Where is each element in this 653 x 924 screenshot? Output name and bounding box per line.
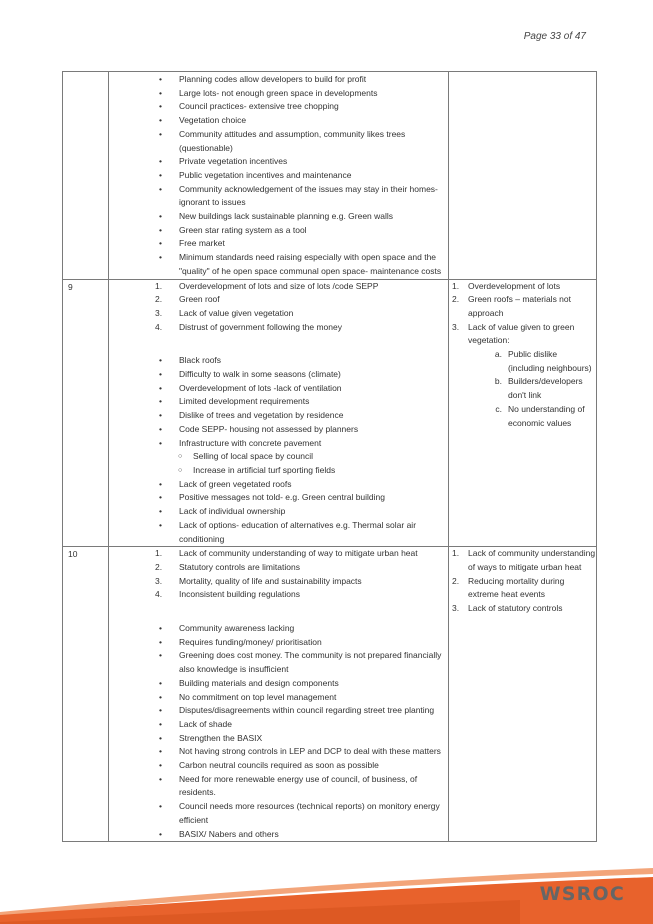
bullet-icon: • xyxy=(159,87,162,98)
list-item-text: Disputes/disagreements within council regarding street tree planting xyxy=(179,705,435,716)
priority-item xyxy=(449,547,596,574)
bullet-icon: • xyxy=(159,677,162,688)
bullet-icon: • xyxy=(159,224,162,235)
list-item-text: BASIX/ Nabers and others xyxy=(179,828,279,839)
list-item-text: Infrastructure with concrete pavement xyxy=(179,437,322,448)
bullet-icon: • xyxy=(159,760,162,771)
table-row xyxy=(63,279,597,547)
bullet-icon: • xyxy=(159,128,162,139)
list-number: 1. xyxy=(155,548,163,559)
list-spacer xyxy=(109,602,448,622)
list-item-text: Positive messages not told- e.g. Green central building xyxy=(179,492,386,503)
wsroc-logo: WSROC xyxy=(539,883,625,905)
list-item xyxy=(109,547,448,561)
list-item-text: Vegetation choice xyxy=(179,115,247,126)
bullet-icon: • xyxy=(159,355,162,366)
list-number: 3. xyxy=(155,575,163,586)
list-item xyxy=(109,382,448,396)
list-item-text: Dislike of trees and vegetation by residence xyxy=(179,410,344,421)
list-item xyxy=(109,183,448,210)
bullet-icon: • xyxy=(159,252,162,263)
table-row xyxy=(63,72,597,280)
list-item xyxy=(109,718,448,732)
priority-marker: 2. xyxy=(452,294,460,305)
list-item xyxy=(109,505,448,519)
page-number: Page 33 of 47 xyxy=(523,31,586,42)
list-item-text: Lack of value given vegetation xyxy=(179,307,294,318)
list-item-text: Lack of community understanding of way to mitigate urban heat xyxy=(179,548,418,559)
issues-cell xyxy=(109,72,449,280)
list-item xyxy=(109,354,448,368)
priority-text: Reducing mortality during extreme heat events xyxy=(468,575,565,600)
list-item xyxy=(109,691,448,705)
bullet-icon: • xyxy=(159,705,162,716)
bullet-icon: • xyxy=(159,169,162,180)
list-item-text: Statutory controls are limitations xyxy=(179,561,300,572)
priority-item xyxy=(449,575,596,602)
list-item-text: Green star rating system as a tool xyxy=(179,224,307,235)
workshop-table xyxy=(62,71,597,842)
bullet-icon: • xyxy=(159,519,162,530)
bullet-icon: • xyxy=(159,732,162,743)
priority-item xyxy=(449,348,596,375)
list-item-text: Mortality, quality of life and sustainability impacts xyxy=(179,575,362,586)
priority-text: Overdevelopment of lots xyxy=(468,280,561,291)
priority-marker: 3. xyxy=(452,603,460,614)
priority-text: Lack of statutory controls xyxy=(468,603,563,614)
list-item xyxy=(109,437,448,451)
bullet-icon: • xyxy=(159,396,162,407)
priority-marker: 1. xyxy=(452,280,460,291)
priority-item xyxy=(449,321,596,348)
list-item-text: Council needs more resources (technical reports) on monitory energy efficient xyxy=(179,801,440,825)
list-item-text: Community awareness lacking xyxy=(179,623,295,634)
list-item-text: Need for more renewable energy use of council, of business, of residents. xyxy=(179,773,418,798)
list-item xyxy=(109,251,448,278)
bullet-icon: • xyxy=(159,623,162,634)
bullet-icon: • xyxy=(159,801,162,812)
priority-marker: 3. xyxy=(452,321,460,332)
priorities-cell xyxy=(449,547,597,842)
priority-item xyxy=(449,602,596,616)
bullet-icon: • xyxy=(159,156,162,167)
list-item-text: Community attitudes and assumption, community likes trees (questionable) xyxy=(179,128,406,153)
list-item-text: Free market xyxy=(179,238,225,249)
priority-marker: c. xyxy=(495,403,502,414)
bullet-icon: • xyxy=(159,369,162,380)
list-item xyxy=(109,575,448,589)
list-item-text: Building materials and design components xyxy=(179,677,339,688)
bullet-icon: • xyxy=(159,650,162,661)
row-number xyxy=(63,72,109,280)
list-item-text: Overdevelopment of lots -lack of ventilation xyxy=(179,382,342,393)
list-item-text: Green roof xyxy=(179,294,220,305)
bullet-icon: • xyxy=(159,423,162,434)
bullet-icon: • xyxy=(159,492,162,503)
bullet-icon: • xyxy=(159,636,162,647)
list-number: 2. xyxy=(155,294,163,305)
list-item xyxy=(109,622,448,636)
list-number: 3. xyxy=(155,307,163,318)
priority-item xyxy=(449,403,596,430)
list-item-text: Strengthen the BASIX xyxy=(179,732,263,743)
bullet-icon: • xyxy=(159,101,162,112)
list-item xyxy=(109,114,448,128)
list-item xyxy=(109,128,448,155)
list-item xyxy=(109,450,448,464)
priority-text: No understanding of economic values xyxy=(508,403,585,428)
priorities-cell xyxy=(449,72,597,280)
priority-item xyxy=(449,280,596,294)
list-item-text: Distrust of government following the money xyxy=(179,321,342,332)
bullet-icon: • xyxy=(159,183,162,194)
bullet-icon: • xyxy=(159,74,162,84)
bullet-icon: • xyxy=(159,211,162,222)
priority-item xyxy=(449,375,596,402)
list-item xyxy=(109,800,448,827)
table-row xyxy=(63,547,597,842)
list-item xyxy=(109,321,448,335)
list-item xyxy=(109,237,448,251)
bullet-icon: • xyxy=(159,410,162,421)
bullet-icon: • xyxy=(159,115,162,126)
list-item xyxy=(109,561,448,575)
list-item xyxy=(109,169,448,183)
list-item xyxy=(109,293,448,307)
list-item xyxy=(109,87,448,101)
list-item xyxy=(109,155,448,169)
list-item xyxy=(109,677,448,691)
row-number: 9 xyxy=(63,279,109,547)
list-number: 4. xyxy=(155,321,163,332)
list-item-text: Increase in artificial turf sporting fields xyxy=(193,464,336,475)
list-item xyxy=(109,828,448,842)
priority-text: Lack of value given to green vegetation: xyxy=(468,321,575,346)
list-item-text: Carbon neutral councils required as soon as possible xyxy=(179,760,379,771)
priority-marker: 2. xyxy=(452,575,460,586)
list-item xyxy=(109,409,448,423)
list-item xyxy=(109,464,448,478)
list-item xyxy=(109,395,448,409)
priority-marker: b. xyxy=(494,376,502,387)
list-item-text: Code SEPP- housing not assessed by planners xyxy=(179,423,359,434)
list-item xyxy=(109,732,448,746)
bullet-icon: • xyxy=(159,746,162,757)
issues-cell xyxy=(109,279,449,547)
list-item-text: Black roofs xyxy=(179,355,222,366)
list-item xyxy=(109,491,448,505)
list-item xyxy=(109,100,448,114)
list-item-text: Planning codes allow developers to build for profit xyxy=(179,74,367,84)
list-item-text: Council practices- extensive tree chopping xyxy=(179,101,339,112)
list-item-text: Not having strong controls in LEP and DCP to deal with these matters xyxy=(179,746,441,757)
priority-marker: 1. xyxy=(452,548,460,559)
list-item xyxy=(109,224,448,238)
bullet-icon: • xyxy=(159,828,162,839)
row-number: 10 xyxy=(63,547,109,842)
list-item xyxy=(109,745,448,759)
list-item-text: Large lots- not enough green space in developments xyxy=(179,87,378,98)
list-item-text: Lack of individual ownership xyxy=(179,506,286,517)
circle-bullet-icon: ○ xyxy=(178,453,183,461)
bullet-icon: • xyxy=(159,718,162,729)
list-item-text: Minimum standards need raising especially with open space and the "quality" of he open space communal open space- maintenance costs xyxy=(179,252,442,276)
list-item xyxy=(109,759,448,773)
list-number: 2. xyxy=(155,561,163,572)
list-item-text: Community acknowledgement of the issues may stay in their homes- ignorant to issues xyxy=(179,183,438,208)
list-item xyxy=(109,636,448,650)
list-item xyxy=(109,649,448,676)
priorities-cell xyxy=(449,279,597,547)
list-item-text: Greening does cost money. The community is not prepared financially also knowledge is insufficient xyxy=(179,650,442,675)
list-item-text: Limited development requirements xyxy=(179,396,310,407)
bullet-icon: • xyxy=(159,437,162,448)
list-item-text: Private vegetation incentives xyxy=(179,156,288,167)
bullet-icon: • xyxy=(159,238,162,249)
list-item xyxy=(109,73,448,87)
list-spacer xyxy=(109,334,448,354)
list-item xyxy=(109,773,448,800)
issues-cell xyxy=(109,547,449,842)
list-item xyxy=(109,704,448,718)
list-item-text: Lack of green vegetated roofs xyxy=(179,478,292,489)
list-item-text: Difficulty to walk in some seasons (climate) xyxy=(179,369,341,380)
list-item-text: No commitment on top level management xyxy=(179,691,337,702)
list-item-text: Overdevelopment of lots and size of lots /code SEPP xyxy=(179,280,379,291)
list-item-text: New buildings lack sustainable planning e.g. Green walls xyxy=(179,211,394,222)
circle-bullet-icon: ○ xyxy=(178,466,183,474)
priority-marker: a. xyxy=(494,349,502,360)
bullet-icon: • xyxy=(159,478,162,489)
list-item xyxy=(109,210,448,224)
list-item xyxy=(109,423,448,437)
list-item xyxy=(109,519,448,546)
priority-text: Builders/developers don't link xyxy=(508,376,583,401)
list-number: 4. xyxy=(155,589,163,600)
list-number: 1. xyxy=(155,280,163,291)
list-item-text: Public vegetation incentives and maintenance xyxy=(179,169,352,180)
list-item xyxy=(109,280,448,294)
list-item xyxy=(109,478,448,492)
list-item xyxy=(109,588,448,602)
list-item-text: Selling of local space by council xyxy=(193,451,314,462)
list-item xyxy=(109,307,448,321)
bullet-icon: • xyxy=(159,382,162,393)
priority-text: Lack of community understanding of ways to mitigate urban heat xyxy=(468,548,596,572)
list-item-text: Inconsistent building regulations xyxy=(179,589,300,600)
priority-item xyxy=(449,293,596,320)
priority-text: Public dislike (including neighbours) xyxy=(508,349,592,373)
list-item-text: Requires funding/money/ prioritisation xyxy=(179,636,322,647)
list-item-text: Lack of shade xyxy=(179,718,232,729)
bullet-icon: • xyxy=(159,506,162,517)
bullet-icon: • xyxy=(159,773,162,784)
priority-text: Green roofs – materials not approach xyxy=(468,294,571,318)
bullet-icon: • xyxy=(159,691,162,702)
list-item-text: Lack of options- education of alternatives e.g. Thermal solar air conditioning xyxy=(179,519,417,544)
list-item xyxy=(109,368,448,382)
